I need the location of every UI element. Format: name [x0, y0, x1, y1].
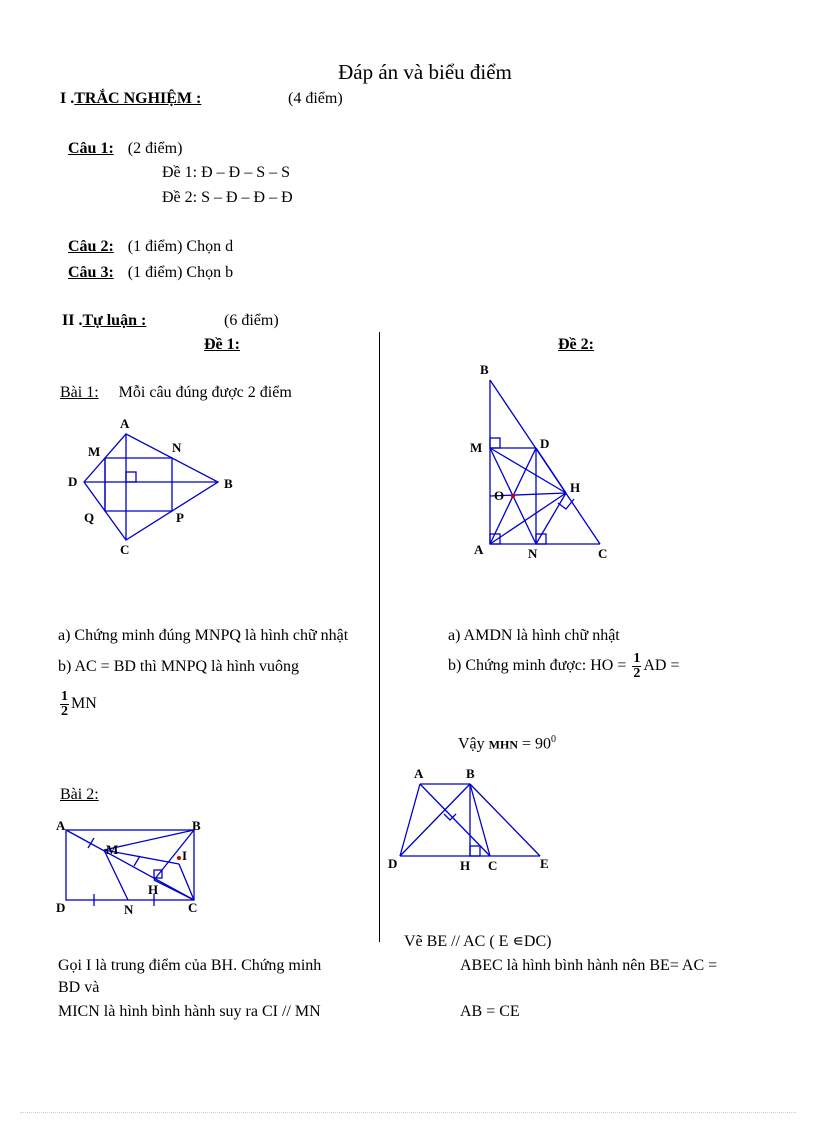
fig1-label-a: A: [120, 416, 130, 431]
fig3-label-h: H: [148, 882, 159, 897]
b-right-pre: b) Chứng minh được: HO =: [448, 657, 627, 675]
figure-2: [466, 358, 626, 568]
bai2-left-line2: BD và: [58, 979, 100, 996]
fig4-label-d: D: [388, 856, 398, 871]
bai1-label: Bài 1:: [60, 384, 99, 401]
vay-pre: Vậy: [458, 735, 485, 753]
figure-4: [384, 764, 554, 876]
part1-heading: [60, 90, 201, 108]
cau1-de2: Đề 2: S – Đ – Đ – Đ: [162, 189, 293, 206]
fig3-label-m: M: [106, 842, 119, 857]
fig2-label-c: C: [598, 546, 608, 561]
mn-text: MN: [71, 695, 97, 713]
fig1-label-d: D: [68, 474, 78, 489]
fig2-label-m: M: [470, 440, 483, 455]
part1-prefix: I .: [60, 90, 75, 107]
bai1-row: [60, 384, 292, 402]
fig2-label-d: D: [540, 436, 550, 451]
angle-mhn: MHN: [488, 737, 518, 752]
fig4-label-c: C: [488, 858, 498, 873]
de2-label: Đề 2:: [558, 336, 594, 353]
fig4-label-b: B: [466, 766, 475, 781]
cau1-de1: Đề 1: Đ – Đ – S – S: [162, 164, 291, 181]
part1-title: TRẮC NGHIỆM :: [74, 90, 202, 107]
bai2-right-line1: ABEC là hình bình hành nên BE= AC =: [460, 957, 718, 974]
part1-points: (4 điểm): [288, 90, 343, 107]
fig4-label-a: A: [414, 766, 424, 781]
cau3-text: (1 điểm) Chọn b: [127, 264, 234, 281]
fig3-label-d: D: [56, 900, 66, 915]
bai1-a-right: a) AMDN là hình chữ nhật: [448, 627, 620, 644]
figure-3: [54, 812, 214, 922]
fig2-label-o: O: [494, 488, 505, 503]
part2-prefix: II .: [62, 312, 83, 329]
bai2-left-line3: MICN là hình bình hành suy ra CI // MN: [58, 1003, 321, 1020]
fig3-label-c: C: [188, 900, 198, 915]
cau3-row: [68, 264, 233, 282]
fig1-label-b: B: [224, 476, 233, 491]
fig1-label-m: M: [88, 444, 101, 459]
vay-post: = 90: [521, 735, 552, 753]
fig4-label-e: E: [540, 856, 549, 871]
cau2-text: (1 điểm) Chọn d: [127, 238, 234, 255]
fraction-half-right: $\frac{1}{2}$: [633, 651, 641, 681]
bai2-left-line1: Gọi I là trung điểm của BH. Chứng minh: [58, 957, 322, 974]
part2-points: (6 điểm): [224, 312, 279, 329]
fraction-half-left: $\frac{1}{2}$: [61, 689, 68, 719]
fig1-label-n: N: [172, 440, 182, 455]
fig3-label-n: N: [124, 902, 134, 917]
fig1-label-p: P: [176, 510, 184, 525]
bai1-b-left-cont: [58, 690, 97, 719]
fig4-label-h: H: [460, 858, 471, 873]
fig2-point-o: [511, 494, 515, 498]
bai1-b-right: [448, 652, 680, 681]
fig2-label-b: B: [480, 362, 489, 377]
fig2-label-a: A: [474, 542, 484, 557]
cau2-label: Câu 2:: [68, 238, 114, 255]
bai1-conclusion: [458, 734, 556, 753]
b-right-post: AD =: [643, 657, 680, 675]
cau3-label: Câu 3:: [68, 264, 114, 281]
page-bottom-border: [20, 1112, 796, 1113]
cau1-points: (2 điểm): [127, 140, 183, 157]
page-title: Đáp án và biểu điểm: [338, 60, 512, 84]
fig3-point-i: [177, 856, 181, 860]
bai2-right-line2: AB = CE: [460, 1003, 520, 1020]
fig2-label-h: H: [570, 480, 581, 495]
figure-1: [60, 412, 250, 557]
cau2-row: [68, 238, 233, 256]
fig1-label-q: Q: [84, 510, 95, 525]
fig2-label-n: N: [528, 546, 538, 561]
bai2-label: Bài 2:: [60, 786, 99, 803]
cau1-row: [68, 140, 182, 158]
degree-sign: 0: [551, 734, 557, 745]
part2-title: Tự luận :: [82, 312, 147, 329]
fig3-label-a: A: [56, 818, 66, 833]
cau1-label: Câu 1:: [68, 140, 114, 157]
part2-heading: [62, 312, 146, 330]
column-divider: [379, 332, 380, 942]
bai1-a-left: a) Chứng minh đúng MNPQ là hình chữ nhật: [58, 627, 349, 644]
bai2-right-line0: Vẽ BE // AC ( E ∊DC): [404, 933, 552, 950]
bai1-text: Mỗi câu đúng được 2 điểm: [118, 384, 292, 401]
fig3-label-i: I: [182, 848, 188, 863]
fig3-label-b: B: [192, 818, 201, 833]
bai1-b-left: b) AC = BD thì MNPQ là hình vuông: [58, 658, 300, 675]
de1-label: Đề 1:: [204, 336, 240, 353]
fig1-label-c: C: [120, 542, 130, 557]
